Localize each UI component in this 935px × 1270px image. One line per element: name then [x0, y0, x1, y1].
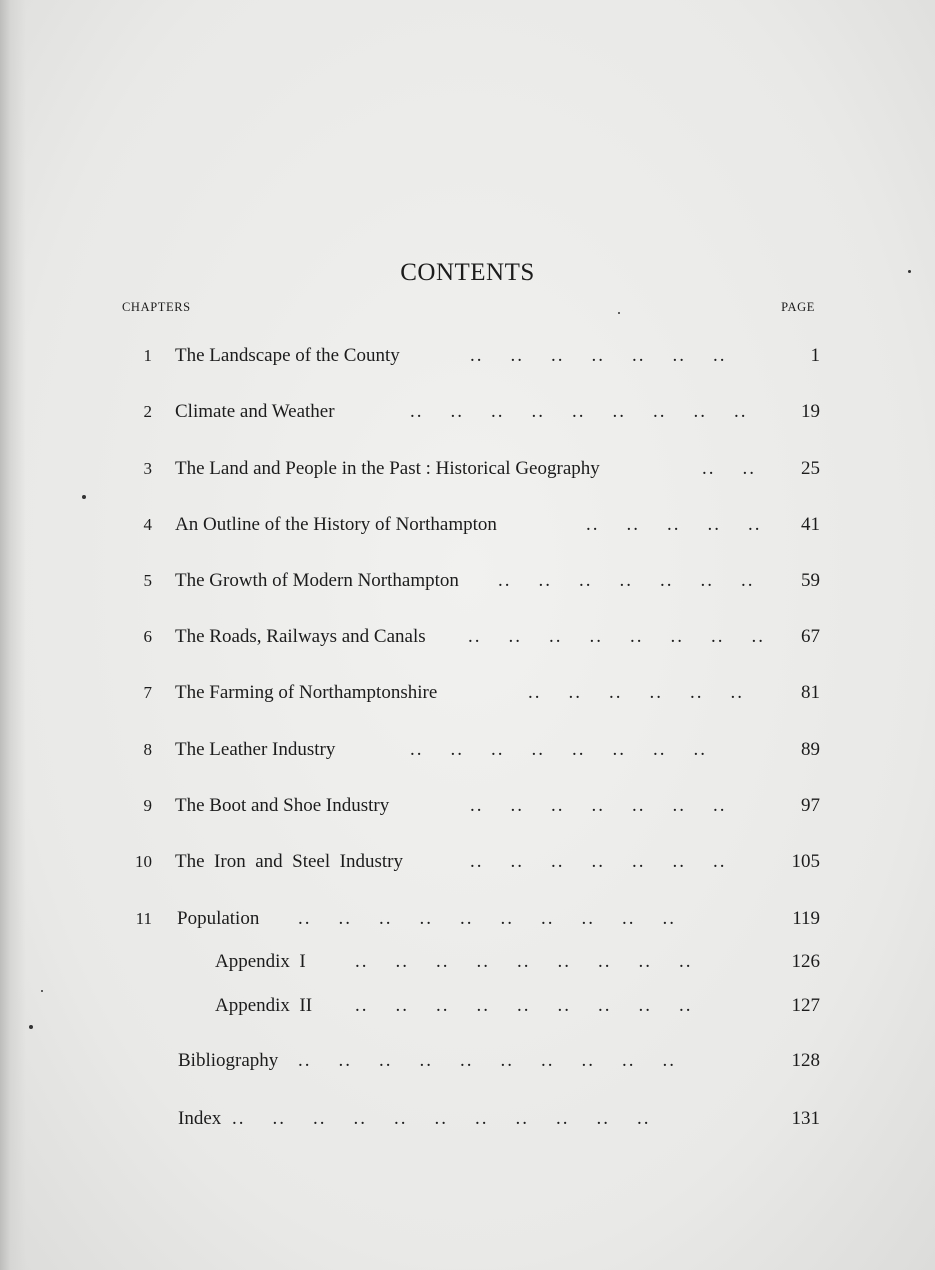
leader-dots: .. .. .. .. .. .. .. .. ..: [355, 951, 693, 972]
chapter-title: The Leather Industry: [175, 739, 336, 760]
chapter-title: The Farming of Northamptonshire: [175, 682, 438, 703]
chapter-title: The Boot and Shoe Industry: [175, 795, 390, 816]
chapter-title: The Growth of Modern Northampton: [175, 570, 459, 591]
toc-entry: [0, 510, 935, 540]
page-number: 25: [801, 458, 820, 479]
leader-dots: .. .. .. .. .. .. .. .. .. ..: [298, 908, 676, 929]
page-number: 127: [791, 995, 820, 1016]
chapter-number: 4: [143, 515, 152, 534]
page-number: 131: [791, 1108, 820, 1129]
page-number: 19: [801, 401, 820, 422]
page-number: 41: [801, 514, 820, 535]
chapter-number: 10: [135, 852, 152, 871]
paper-speck: [29, 1025, 33, 1029]
toc-entry: [0, 904, 935, 934]
bibliography-title: Bibliography: [178, 1050, 279, 1071]
leader-dots: .. .. .. .. .. .. .. .. .. .. ..: [232, 1108, 651, 1129]
chapter-title: The Land and People in the Past : Historical Geography: [175, 458, 600, 479]
chapter-number: 9: [143, 796, 152, 815]
page-number: 97: [801, 795, 820, 816]
appendix-title: Appendix I: [215, 951, 306, 972]
toc-entry: [0, 678, 935, 708]
leader-dots: .. .. .. .. ..: [586, 514, 762, 535]
chapter-number: 6: [143, 627, 152, 646]
leader-dots: .. .. .. .. .. .. .. ..: [410, 739, 707, 760]
leader-dots: .. .. .. .. .. .. ..: [470, 345, 727, 366]
leader-dots: .. ..: [702, 458, 756, 479]
page-number: 128: [791, 1050, 820, 1071]
chapter-title: The Landscape of the County: [175, 345, 400, 366]
toc-subentry: [0, 1104, 935, 1134]
chapters-column-header: CHAPTERS: [122, 300, 191, 314]
page-number: 81: [801, 682, 820, 703]
page-number: 59: [801, 570, 820, 591]
chapter-number: 7: [143, 683, 152, 702]
chapter-number: 1: [143, 346, 152, 365]
index-title: Index: [178, 1108, 222, 1129]
chapter-title: The Roads, Railways and Canals: [175, 626, 426, 647]
leader-dots: .. .. .. .. .. .. .. .. .. ..: [298, 1050, 676, 1071]
chapter-number: 3: [143, 459, 152, 478]
page-title: CONTENTS: [400, 259, 535, 286]
toc-entry: [0, 791, 935, 821]
chapter-title: An Outline of the History of Northampton: [175, 514, 497, 535]
chapter-number: 8: [143, 740, 152, 759]
page-number: 119: [792, 908, 820, 929]
toc-entry: [0, 341, 935, 371]
chapter-title: The Iron and Steel Industry: [175, 851, 403, 872]
toc-entry: [0, 397, 935, 427]
toc-subentry: [0, 947, 935, 977]
leader-dots: .. .. .. .. .. .. ..: [470, 851, 727, 872]
toc-entry: [0, 566, 935, 596]
toc-entry: [0, 735, 935, 765]
toc-subentry: [0, 991, 935, 1021]
toc-entry: [0, 454, 935, 484]
toc-subentry: [0, 1046, 935, 1076]
page-number: 105: [791, 851, 820, 872]
chapter-title: Population: [177, 908, 260, 929]
page-number: 126: [791, 951, 820, 972]
page-number: 89: [801, 739, 820, 760]
page-number: 67: [801, 626, 820, 647]
chapter-title: Climate and Weather: [175, 401, 335, 422]
leader-dots: .. .. .. .. .. .. .. .. ..: [410, 401, 748, 422]
chapter-number: 5: [143, 571, 152, 590]
toc-entry: [0, 622, 935, 652]
leader-dots: .. .. .. .. .. .. .. .. ..: [355, 995, 693, 1016]
toc-entry: [0, 847, 935, 877]
paper-speck: [908, 270, 911, 273]
chapter-number: 2: [143, 402, 152, 421]
leader-dots: .. .. .. .. .. ..: [528, 682, 744, 703]
page-column-header: PAGE: [781, 300, 815, 314]
paper-speck: [618, 312, 620, 314]
paper-speck: [41, 990, 43, 992]
paper-speck: [82, 495, 86, 499]
leader-dots: .. .. .. .. .. .. ..: [470, 795, 727, 816]
leader-dots: .. .. .. .. .. .. ..: [498, 570, 755, 591]
leader-dots: .. .. .. .. .. .. .. ..: [468, 626, 765, 647]
appendix-title: Appendix II: [215, 995, 313, 1016]
chapter-number: 11: [135, 909, 152, 928]
page-number: 1: [810, 345, 820, 366]
